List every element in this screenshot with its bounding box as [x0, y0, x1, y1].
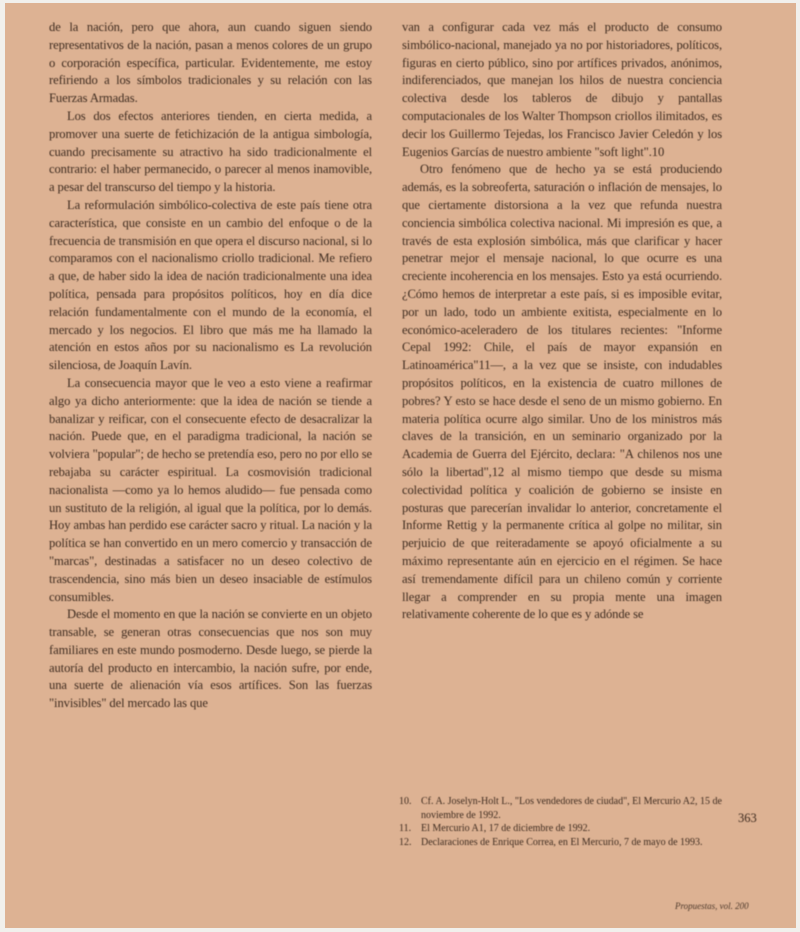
footnotes: [399, 795, 725, 849]
paragraph: Desde el momento en que la nación se convierte en un objeto transable, se generan otras consecuencias que nos son muy familiares en este mundo posmoderno. Desde luego, se pierde la autoría del producto en intercambio, la nación sufre, por ende, una suerte de alienación vía esos artífices. Son las fuerzas "invisibles" del mercado las que: [49, 607, 372, 711]
footnote-text: Cf. A. Joselyn-Holt L., "Los vendedores de ciudad", El Mercurio A2, 15 de noviembre de 1992.: [421, 796, 722, 821]
page-number: 363: [738, 811, 757, 825]
paragraph: Los dos efectos anteriores tienden, en cierta medida, a promover una suerte de fetichización de la antigua simbología, cuando precisamente su atractivo ha sido tradicionalmente el contrario: el haber permanecido, o parecer al menos inamovible, a pesar del transcurso del tiempo y la historia.: [49, 108, 372, 195]
footnote-text: Declaraciones de Enrique Correa, en El Mercurio, 7 de mayo de 1993.: [421, 836, 703, 848]
paragraph: van a configurar cada vez más el producto de consumo simbólico-nacional, manejado ya no por historiadores, políticos, figuras en cierto público, sino por artífices privados, anónimos, indiferenciados, que manejan los hilos de nuestra conciencia colectiva desde los tableros de dibujo y pantallas computacionales de los Walter Thompson criollos ilimitados, es decir los Guillermo Tejedas, los Francisco Javier Celedón y los Eugenios Garcías de nuestro ambiente "soft light".10: [402, 20, 722, 159]
paragraph: La consecuencia mayor que le veo a esto viene a reafirmar algo ya dicho anteriormente: que la idea de nación se tiende a banalizar y reificar, con el consecuente efecto de desacralizar la nación. Puede que, en el paradigma tradicional, la nación se volviera "popular"; de hecho se pretendía eso, pero no por ello se rebajaba su carácter espiritual. La cosmovisión tradicional nacionalista —como ya lo hemos aludido— fue pensada como un sustituto de la religión, al igual que la política, por lo demás. Hoy ambas han perdido ese carácter sacro y ritual. La nación y la política se han convertido en un mero comercio y transacción de "marcas", destinadas a satisfacer no un deseo colectivo de trascendencia, sino más bien un deseo insaciable de estímulos consumibles.: [49, 375, 372, 604]
footnote-text: El Mercurio A1, 17 de diciembre de 1992.: [421, 823, 591, 834]
footnote: [399, 822, 725, 836]
footnote: [399, 836, 725, 850]
footnote-number: 11.: [399, 823, 412, 834]
journal-footer: Propuestas, vol. 200: [675, 901, 749, 911]
right-column: [402, 19, 722, 624]
paragraph: La reformulación simbólico-colectiva de este país tiene otra característica, que consiste en un cambio del enfoque o de la frecuencia de transmisión en que opera el discurso nacional, si lo comparamos con el nacionalismo criollo tradicional. Me refiero a que, de haber sido la idea de nación tradicionalmente una idea política, pensada para propósitos políticos, hoy en día dice relación fundamentalmente con el mundo de la economía, el mercado y los negocios. El libro que más me ha llamado la atención en estos años por su nacionalismo es La revolución silenciosa, de Joaquín Lavín.: [49, 197, 372, 373]
paragraph: Otro fenómeno que de hecho ya se está produciendo además, es la sobreoferta, saturación o inflación de mensajes, lo que ciertamente distorsiona a la vez que refunda nuestra conciencia simbólica colectiva nacional. Mi impresión es que, a través de esta explosión simbólica, más que clarificar y hacer penetrar mejor el mensaje nacional, lo que ocurre es una creciente incoherencia en los mensajes. Esto ya está ocurriendo. ¿Cómo hemos de interpretar a este país, si es imposible evitar, por un lado, todo un ambiente exitista, especialmente en lo económico-aceleradero de los titulares recientes: "Informe Cepal 1992: Chile, el país de mayor expansión en Latinoamérica"11—, a la vez que se insiste, con indudables propósitos políticos, en la existencia de cuatro millones de pobres? Y esto se hace desde el seno de un mismo gobierno. En materia política ocurre algo similar. Uno de los ministros más claves de la transición, en un seminario organizado por la Academia de Guerra del Ejército, declara: "A chilenos nos une sólo la libertad",12 al mismo tiempo que desde su misma colectividad política y coalición de gobierno se insiste en posturas que parecerían invalidar lo anterior, concretamente el Informe Rettig y la permanente crítica al golpe no militar, sin perjuicio de que reiteradamente se apoyó oficialmente a su máximo representante aún en ejercicio en el régimen. Se hace así tremendamente difícil para un chileno común y corriente llegar a comprender en su propia mente una imagen relativamente coherente de lo que es y adónde se: [402, 162, 722, 622]
footnote-number: 12.: [399, 836, 412, 848]
left-column: [49, 19, 372, 713]
footnote-number: 10.: [399, 796, 412, 807]
paragraph: de la nación, pero que ahora, aun cuando siguen siendo representativos de la nación, pasan a menos colores de un grupo o corporación específica, particular. Evidentemente, me estoy refiriendo a los símbolos tradicionales y su relación con las Fuerzas Armadas.: [49, 20, 372, 106]
footnote: [399, 795, 725, 822]
scanned-page: [5, 3, 796, 928]
